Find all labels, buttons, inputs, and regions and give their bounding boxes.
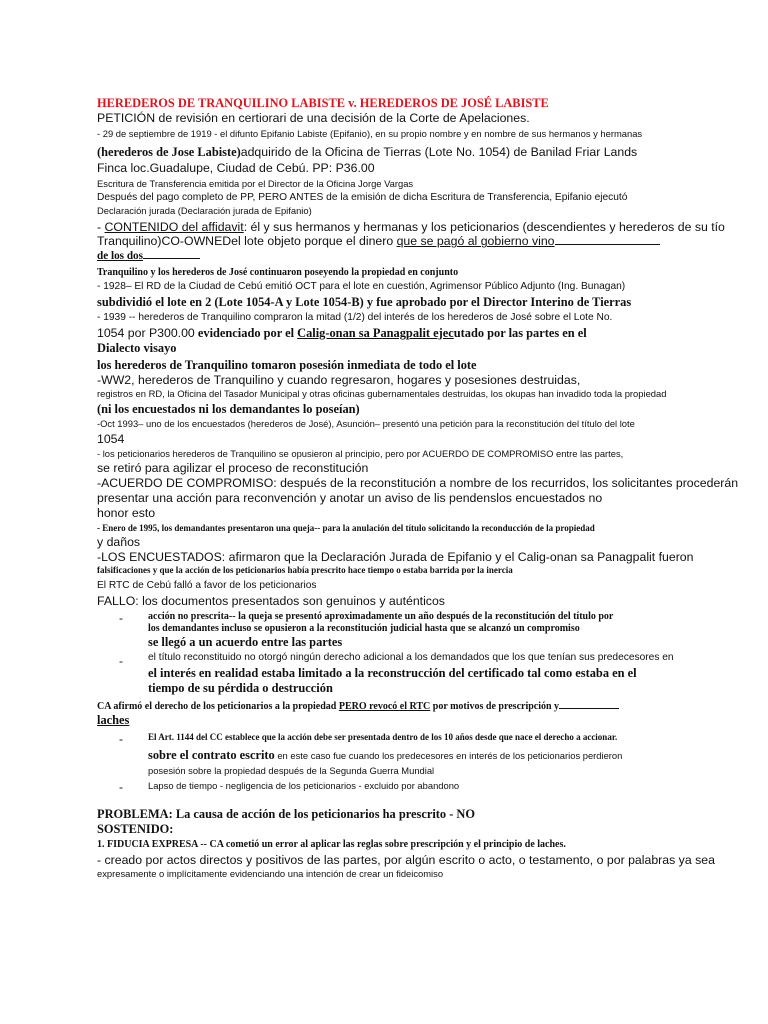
line: El Art. 1144 del CC establece que la acción debe ser presentada dentro de los 10 años desde que nace el derecho a accionar.: [148, 731, 618, 742]
line: 1. FIDUCIA EXPRESA -- CA cometió un error al aplicar las reglas sobre prescripción y el principio de laches.: [97, 838, 566, 850]
line: - creado por actos directos y positivos de las partes, por algún escrito o acto, o testamento, o por palabras ya sea: [97, 852, 715, 867]
bullet-item: [97, 732, 687, 776]
line: expresamente o implícitamente evidenciando una intención de crear un fideicomiso: [97, 867, 444, 879]
line: (ni los encuestados ni los demandantes lo poseían): [97, 401, 360, 416]
line: FALLO: los documentos presentados son genuinos y auténticos: [97, 593, 445, 608]
line: acción no prescrita-- la queja se presentó aproximadamente un año después de la reconstitución del título por: [148, 610, 614, 622]
line: 1054: [97, 432, 125, 447]
line: - Enero de 1995, los demandantes presentaron una queja-- para la anulación del título solicitando la reconducción de la propiedad: [97, 522, 595, 533]
issue-heading: PROBLEMA: La causa de acción de los peticionarios ha prescrito - NO: [97, 807, 476, 822]
line: el título reconstituido no otorgó ningún derecho adicional a los demandados que los que tenían sus predecesores en: [148, 651, 674, 663]
bullet-item: [97, 611, 687, 650]
line: Lapso de tiempo - negligencia de los peticionarios - excluido por abandono: [148, 779, 460, 791]
line: -WW2, herederos de Tranquilino y cuando regresaron, hogares y posesiones destruidas,: [97, 372, 581, 387]
line: Después del pago completo de PP, PERO ANTES de la emisión de dicha Escritura de Transferencia, Epifanio ejecutó: [97, 192, 628, 204]
line: de los dos: [97, 249, 687, 263]
line: Escritura de Transferencia emitida por el Director de la Oficina Jorge Vargas: [97, 177, 414, 189]
line: tiempo de su pérdida o destrucción: [148, 680, 333, 695]
line: - 29 de septiembre de 1919 - el difunto Epifanio Labiste (Epifanio), en su propio nombre y en nombre de sus hermanos y hermanas: [97, 127, 643, 139]
document-page: [97, 92, 739, 879]
line: honor esto: [97, 505, 156, 520]
line: registros en RD, la Oficina del Tasador Municipal y otras oficinas gubernamentales destruidas, los okupas han invadido toda la propiedad: [97, 387, 667, 399]
line: sobre el contrato escrito en este caso fue cuando los predecesores en interés de los peticionarios perdieron: [148, 748, 623, 763]
line: se llegó a un acuerdo entre las partes: [148, 634, 343, 649]
line: El RTC de Cebú falló a favor de los peticionarios: [97, 579, 317, 591]
line: - los peticionarios herederos de Tranquilino se opusieron al principio, pero por ACUERDO DE COMPROMISO entre las partes,: [97, 447, 624, 459]
line: posesión sobre la propiedad después de la Segunda Guerra Mundial: [148, 764, 435, 776]
bullet-item: [97, 779, 687, 794]
held-heading: SOSTENIDO:: [97, 822, 174, 837]
line: Tranquilino)CO-OWNEDel lote objeto porque el dinero que se pagó al gobierno vino: [97, 234, 687, 249]
bullet-item: [97, 652, 687, 696]
bullet-dash-icon: -: [119, 610, 123, 625]
line: CA afirmó el derecho de los peticionarios a la propiedad PERO revocó el RTC por motivos de prescripción y: [97, 699, 687, 713]
line: (herederos de Jose Labiste)adquirido de la Oficina de Tierras (Lote No. 1054) de Banilad Friar Lands: [97, 144, 638, 159]
line: los herederos de Tranquilino tomaron posesión inmediata de todo el lote: [97, 358, 477, 373]
case-title: HEREDEROS DE TRANQUILINO LABISTE v. HEREDEROS DE JOSÉ LABISTE: [97, 96, 549, 110]
bullet-dash-icon: -: [119, 779, 123, 794]
bullet-dash-icon: -: [119, 731, 123, 746]
line: Declaración jurada (Declaración jurada de Epifanio): [97, 205, 312, 217]
bullet-dash-icon: -: [119, 653, 123, 668]
line: Finca loc.Guadalupe, Ciudad de Cebú. PP: P36.00: [97, 161, 375, 176]
line: el interés en realidad estaba limitado a la reconstrucción del certificado tal como estaba en el: [148, 665, 637, 680]
line: subdividió el lote en 2 (Lote 1054-A y Lote 1054-B) y fue aprobado por el Director Interino de Tierras: [97, 294, 632, 309]
line: laches: [97, 712, 130, 727]
line: 1054 por P300.00 evidenciado por el Calig-onan sa Panagpalit ejecutado por las partes en el: [97, 325, 587, 340]
line: - CONTENIDO del affidavit: él y sus hermanos y hermanas y los peticionarios (descendientes y herederos de su tío: [97, 219, 725, 234]
line: Tranquilino y los herederos de José continuaron poseyendo la propiedad en conjunto: [97, 266, 459, 278]
line: PETICIÓN de revisión en certiorari de una decisión de la Corte de Apelaciones.: [97, 110, 530, 125]
line: -LOS ENCUESTADOS: afirmaron que la Declaración Jurada de Epifanio y el Calig-onan sa Panagpalit fueron: [97, 550, 694, 565]
line: Dialecto visayo: [97, 341, 177, 356]
line: - 1939 -- herederos de Tranquilino compraron la mitad (1/2) del interés de los herederos de José sobre el Lote No.: [97, 311, 613, 323]
line: falsificaciones y que la acción de los peticionarios había prescrito hace tiempo o estaba barrida por la inercia: [97, 564, 513, 575]
line: -ACUERDO DE COMPROMISO: después de la reconstitución a nombre de los recurridos, los solicitantes procederán: [97, 475, 739, 490]
line: presentar una acción para reconvención y anotar un aviso de lis pendenslos encuestados no: [97, 490, 603, 505]
line: y daños: [97, 535, 141, 550]
line: - 1928– El RD de la Ciudad de Cebú emitió OCT para el lote en cuestión, Agrimensor Público Adjunto (Ing. Bunagan): [97, 280, 626, 292]
line: se retiró para agilizar el proceso de reconstitución: [97, 461, 369, 476]
line: -Oct 1993– uno de los encuestados (herederos de José), Asunción– presentó una petición para la reconstitución del título del lote: [97, 417, 635, 429]
line: los demandantes incluso se opusieron a la reconstitución judicial hasta que se alcanzó un compromiso: [148, 622, 580, 634]
